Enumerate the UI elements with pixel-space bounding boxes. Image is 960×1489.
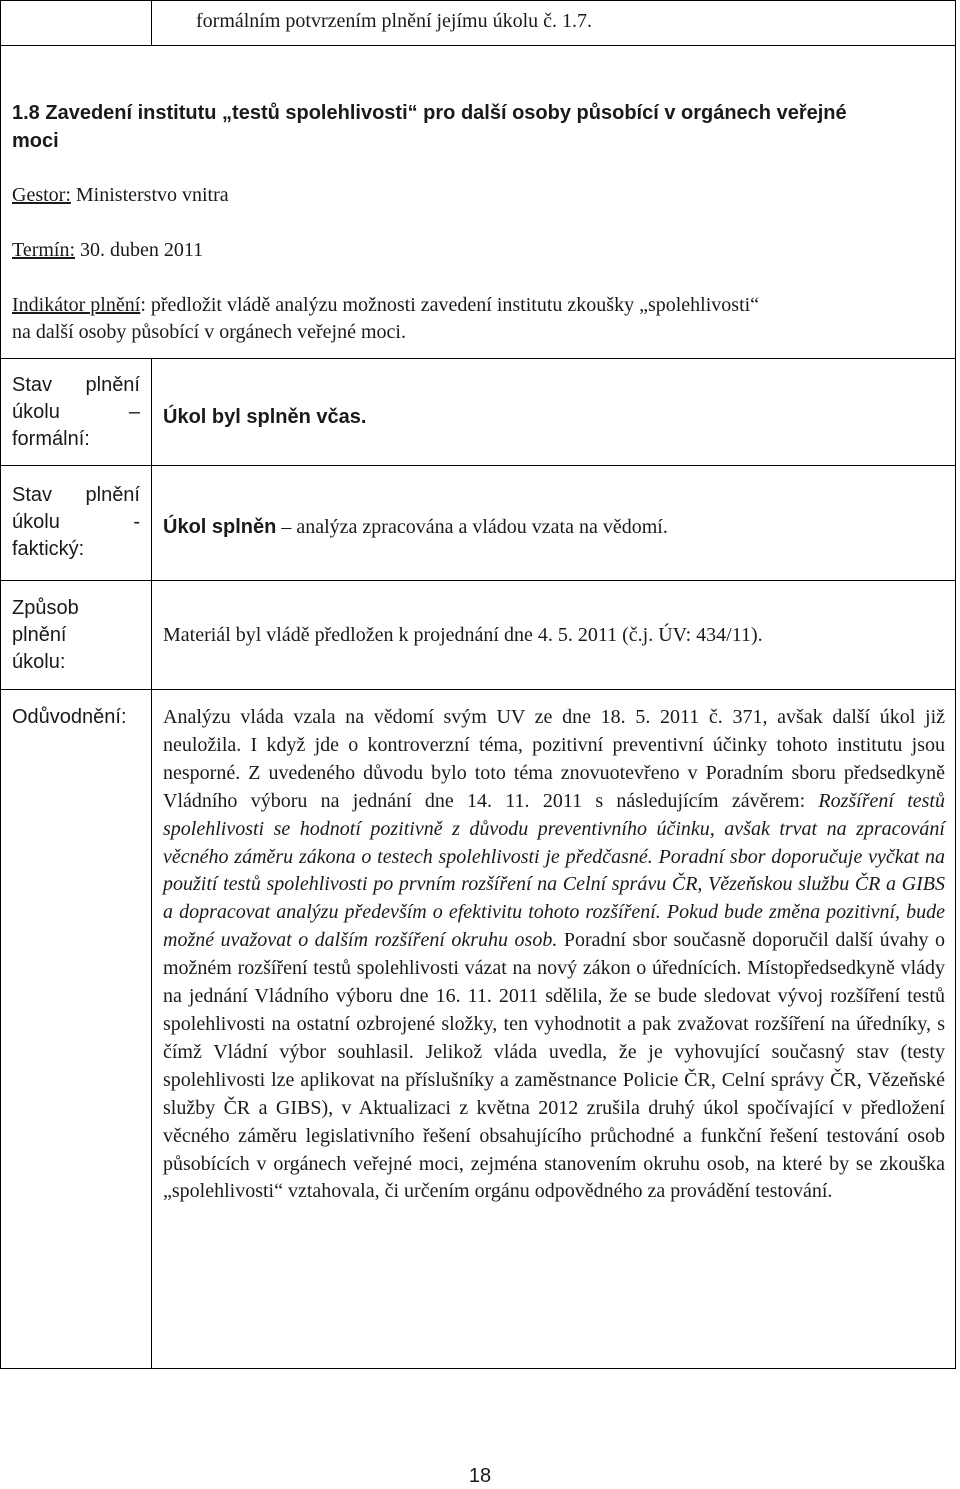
table-divider-row1 — [0, 465, 956, 466]
row2-value-bold: Úkol splněn — [163, 516, 277, 538]
row2-value-rest: – analýza zpracována a vládou vzata na vědomí. — [276, 516, 668, 538]
table-divider-top-row — [0, 45, 956, 46]
table-divider-row3 — [0, 689, 956, 690]
top-row-text: formálním potvrzením plnění jejímu úkolu č. 1.7. — [196, 10, 593, 32]
row2-label — [12, 482, 140, 563]
row1-value — [163, 404, 366, 432]
section-heading-line2: moci — [12, 130, 59, 152]
table-divider-section — [0, 358, 956, 359]
row2-label-line1: Stav plnění — [12, 484, 140, 506]
table-border-bottom — [0, 1368, 956, 1369]
row3-label — [12, 595, 140, 676]
row3-value — [163, 622, 763, 650]
table-column-divider-top — [151, 0, 152, 46]
table-column-divider — [151, 358, 152, 1369]
table-divider-row2 — [0, 580, 956, 581]
row3-label-line1: Způsob — [12, 597, 79, 619]
row2-label-line2: úkolu - — [12, 511, 140, 533]
row1-label-line2: úkolu – — [12, 401, 140, 423]
page-number: 18 — [468, 1465, 492, 1487]
row2-label-line3: faktický: — [12, 538, 85, 560]
section-heading-continued — [12, 128, 59, 156]
indikator-line1 — [12, 292, 759, 320]
row1-label-line3: formální: — [12, 428, 90, 450]
indikator-label: Indikátor plnění — [12, 294, 141, 316]
oduvodneni-paragraph1: Analýzu vláda vzala na vědomí svým UV ze dne 18. 5. 2011 č. 371, avšak další úkol již neuložila. I když jde o kontroverzní téma, pozitivní preventivní účinky tohoto institutu jsou nesporné. Z uvedeného důvodu bylo toto téma znovuotevřeno v Poradním sboru předsedkyně Vládního výboru na jednání dne 14. 11. 2011 s následujícím závěrem: — [163, 706, 945, 812]
table-border-left — [0, 0, 1, 1369]
termin-label: Termín: — [12, 239, 76, 261]
indikator-line2: na další osoby působící v orgánech veřejné moci. — [12, 321, 406, 343]
table-border-top — [0, 0, 956, 1]
termin-line — [12, 237, 203, 265]
oduvodneni-italic-quote: Rozšíření testů spolehlivosti se hodnotí pozitivně z důvodu preventivního účinku, avšak trvat na zpracování věcného záměru zákona o testech spolehlivosti je předčasné. Poradní sbor doporučuje vyčkat na použití testů spolehlivosti po prvním rozšíření na Celní správu ČR, Vězeňskou službu ČR a GIBS a dopracovat analýzu především o efektivitu tohoto rozšíření. Pokud bude změna pozitivní, bude možné uvažovat o dalším rozšíření okruhu osob. — [163, 789, 945, 952]
table-border-right — [955, 0, 956, 1369]
row3-value-rest: Materiál byl vládě předložen k projednání dne 4. 5. 2011 (č.j. ÚV: 434/11). — [163, 624, 763, 646]
section-heading-line1: 1.8 Zavedení institutu „testů spolehlivosti“ pro další osoby působící v orgánech veřejné — [12, 102, 847, 124]
row1-label-line1: Stav plnění — [12, 374, 140, 396]
row1-label — [12, 372, 140, 453]
row2-value — [163, 514, 668, 542]
section-heading — [12, 100, 847, 128]
gestor-line — [12, 182, 229, 210]
row1-value-bold: Úkol byl splněn včas. — [163, 406, 367, 428]
indikator-text: : předložit vládě analýzu možnosti zavedení institutu zkoušky „spolehlivosti“ — [140, 294, 760, 316]
row3-label-line2: plnění — [12, 624, 67, 646]
gestor-value: Ministerstvo vnitra — [70, 184, 229, 206]
oduvodneni-text — [163, 704, 945, 1206]
gestor-label: Gestor: — [12, 184, 71, 206]
oduvodneni-label: Odůvodnění: — [12, 706, 127, 728]
oduvodneni-paragraph2: Poradní sbor současně doporučil další úvahy o možném rozšíření testů spolehlivosti vázat na nový zákon o úřednících. Místopředsedkyně vlády na jednání Vládního výboru dne 16. 11. 2011 sdělila, že se bude sledovat vývoj rozšíření testů spolehlivosti na ostatní ozbrojené složky, ten vyhodnotit a pak zvažovat rozšíření na úředníky, s čímž Vládní výbor souhlasil. Jelikož vláda uvedla, že je vyhovující současný stav (testy spolehlivosti lze aplikovat na příslušníky a zaměstnance Policie ČR, Celní správy ČR, Vězeňské služby ČR a GIBS), v Aktualizaci z května 2012 zrušila druhý úkol spočívající v předložení věcného záměru legislativního řešení obsahujícího průchodné a funkční řešení testování osob působících v orgánech veřejné moci, zejména stanovením okruhu osob, na které by se zkouška „spolehlivosti“ vztahovala, či určením orgánu odpovědného za provádění testování. — [163, 929, 945, 1203]
termin-value: 30. duben 2011 — [75, 239, 204, 261]
row3-label-line3: úkolu: — [12, 651, 66, 673]
